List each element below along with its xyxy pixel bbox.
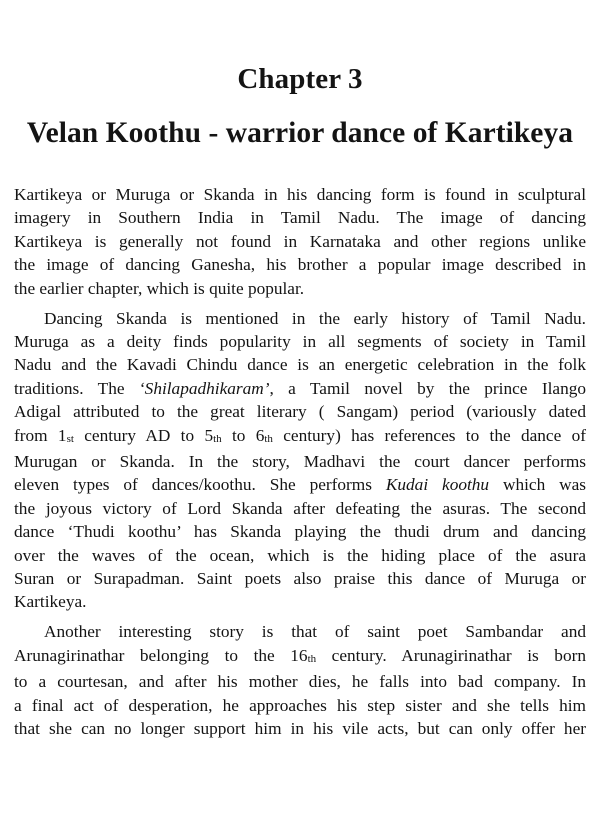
text-run: century. Arunagirinathar is born: [316, 645, 586, 665]
chapter-title: Velan Koothu - warrior dance of Kartikeya: [26, 117, 574, 149]
text-run: which was: [489, 475, 587, 495]
dance-name-italic: Kudai koothu: [385, 475, 490, 495]
ordinal-suffix: th: [307, 652, 317, 665]
text-line-with-italic: [14, 377, 586, 400]
ordinal-suffix: th: [213, 432, 222, 445]
text-line: Kartikeya.: [14, 592, 87, 612]
text-line: Kartikeya is generally not found in Karnataka and other regions unlike: [14, 231, 586, 251]
text-line: Kartikeya or Muruga or Skanda in his dancing form is found in sculptural: [14, 185, 586, 204]
text-line: Dancing Skanda is mentioned in the early history of Tamil Nadu.: [44, 308, 586, 328]
text-line: a final act of desperation, he approaches his step sister and she tells him: [14, 695, 586, 715]
text-line: Another interesting story is that of saint poet Sambandar and: [44, 622, 586, 642]
text-line-with-italic: [14, 473, 586, 496]
text-line: over the waves of the ocean, which is the hiding place of the asura: [14, 545, 586, 565]
text-run: , a Tamil novel by the prince Ilango: [269, 378, 586, 398]
text-run: Arunagirinathar belonging to the 16: [14, 645, 308, 665]
text-run: century AD to 5: [73, 425, 214, 445]
text-run: eleven types of dances/koothu. She performs: [14, 475, 386, 495]
text-line: Adigal attributed to the great literary ( Sangam) period (variously dated: [14, 402, 586, 422]
novel-title-italic: ‘Shilapadhikaram’: [138, 378, 270, 398]
text-run: from 1: [14, 425, 67, 445]
text-line: the image of dancing Ganesha, his brother a popular image described in: [14, 255, 586, 275]
text-line: Muruga as a deity finds popularity in all segments of society in Tamil: [14, 331, 586, 351]
paragraph-2: [14, 307, 586, 614]
text-line: Murugan or Skanda. In the story, Madhavi the court dancer performs: [14, 451, 586, 471]
ordinal-suffix: th: [264, 432, 273, 445]
text-line: the earlier chapter, which is quite popular.: [14, 278, 305, 298]
text-line: to a courtesan, and after his mother dies, he falls into bad company. In: [14, 672, 586, 692]
text-line: the joyous victory of Lord Skanda after defeating the asuras. The second: [14, 498, 586, 518]
paragraph-3: [14, 620, 586, 740]
paragraph-1: [14, 183, 586, 300]
text-line-with-ordinals: [14, 424, 586, 450]
text-run: to 6: [221, 425, 265, 445]
text-run: century) has references to the dance of: [272, 425, 586, 445]
chapter-number: Chapter 3: [237, 63, 363, 95]
text-line-with-ordinals: [14, 644, 586, 670]
ordinal-suffix: st: [66, 432, 74, 445]
text-run: traditions. The: [14, 378, 139, 398]
text-line: Suran or Surapadman. Saint poets also praise this dance of Muruga or: [14, 569, 586, 588]
text-line: imagery in Southern India in Tamil Nadu. The image of dancing: [14, 208, 586, 228]
chapter-body: [14, 183, 586, 740]
text-line: Nadu and the Kavadi Chindu dance is an energetic celebration in the folk: [14, 355, 586, 375]
text-line: that she can no longer support him in his vile acts, but can only offer her: [14, 718, 586, 738]
text-line: dance ‘Thudi koothu’ has Skanda playing the thudi drum and dancing: [14, 522, 586, 542]
